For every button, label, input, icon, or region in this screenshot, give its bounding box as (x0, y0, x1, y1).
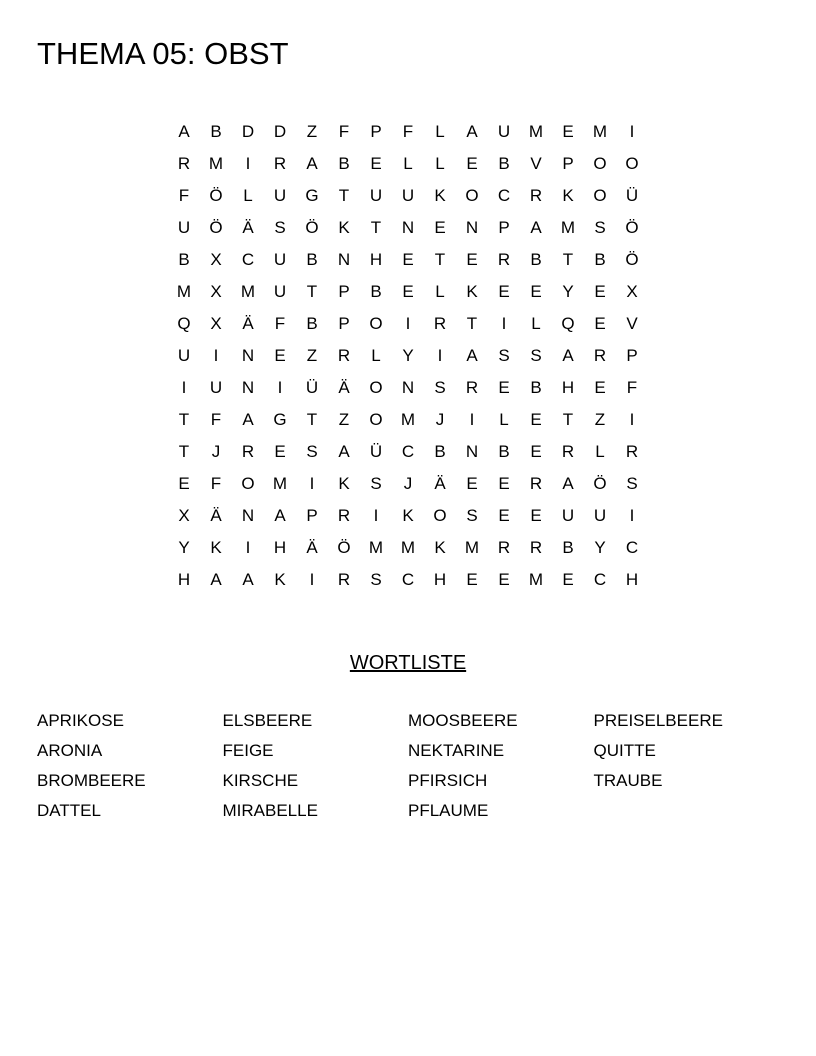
grid-letter: I (245, 154, 251, 173)
grid-letter: H (625, 570, 639, 589)
grid-letter: I (629, 506, 635, 525)
grid-letter: H (273, 538, 287, 557)
grid-letter: L (435, 282, 445, 301)
grid-letter: U (497, 122, 511, 141)
grid-letter: F (210, 410, 222, 429)
grid-letter: Y (562, 282, 574, 301)
grid-letter: Ö (209, 186, 223, 205)
grid-letter: R (529, 474, 543, 493)
grid-letter: K (466, 282, 478, 301)
grid-letter: Ä (242, 314, 254, 333)
wordlist-item: PFIRSICH (408, 771, 488, 790)
grid-row (168, 148, 648, 180)
grid-letter: P (498, 218, 510, 237)
grid-letter: Q (177, 314, 191, 333)
grid-letter: E (530, 282, 542, 301)
grid-row (168, 116, 648, 148)
grid-letter: D (241, 122, 255, 141)
grid-letter: I (309, 474, 315, 493)
grid-letter: I (469, 410, 475, 429)
grid-letter: S (306, 442, 318, 461)
grid-letter: R (337, 570, 351, 589)
grid-letter: U (177, 218, 191, 237)
grid-letter: N (241, 378, 255, 397)
wordlist-item: QUITTE (593, 741, 656, 760)
grid-letter: B (498, 154, 510, 173)
grid-letter: L (531, 314, 541, 333)
grid-letter: U (273, 282, 287, 301)
grid-letter: E (402, 250, 414, 269)
grid-letter: U (177, 346, 191, 365)
grid-letter: S (498, 346, 510, 365)
grid-letter: B (306, 250, 318, 269)
grid-letter: T (306, 410, 318, 429)
grid-letter: Q (561, 314, 575, 333)
grid-row (168, 180, 648, 212)
grid-letter: S (274, 218, 286, 237)
wordlist-item: KIRSCHE (222, 771, 299, 790)
grid-letter: Ö (209, 218, 223, 237)
grid-letter: X (210, 250, 222, 269)
grid-letter: O (369, 410, 383, 429)
grid-letter: M (272, 474, 288, 493)
grid-letter: E (498, 378, 510, 397)
grid-letter: T (306, 282, 318, 301)
grid-letter: R (465, 378, 479, 397)
grid-letter: L (243, 186, 253, 205)
grid-letter: Z (338, 410, 350, 429)
grid-letter: Ö (337, 538, 351, 557)
grid-letter: Z (306, 346, 318, 365)
grid-letter: I (181, 378, 187, 397)
grid-letter: P (338, 282, 350, 301)
grid-letter: I (245, 538, 251, 557)
grid-letter: R (497, 250, 511, 269)
grid-letter: I (405, 314, 411, 333)
grid-letter: I (277, 378, 283, 397)
grid-letter: M (400, 538, 416, 557)
wordlist-item: NEKTARINE (408, 741, 505, 760)
grid-letter: Ö (625, 218, 639, 237)
grid-letter: L (499, 410, 509, 429)
grid-letter: B (306, 314, 318, 333)
grid-letter: Ü (625, 186, 639, 205)
grid-letter: C (241, 250, 255, 269)
grid-letter: R (625, 442, 639, 461)
grid-letter: E (530, 442, 542, 461)
grid-row (168, 308, 648, 340)
grid-row (168, 340, 648, 372)
grid-letter: B (210, 122, 222, 141)
grid-letter: A (306, 154, 318, 173)
grid-letter: M (400, 410, 416, 429)
wordlist-item: DATTEL (37, 801, 101, 820)
grid-letter: R (497, 538, 511, 557)
grid-letter: S (530, 346, 542, 365)
grid-letter: T (466, 314, 478, 333)
grid-letter: A (242, 570, 254, 589)
grid-letter: N (401, 378, 415, 397)
grid-letter: Ä (242, 218, 254, 237)
grid-letter: S (370, 570, 382, 589)
grid-letter: U (273, 186, 287, 205)
wordlist-item: TRAUBE (593, 771, 663, 790)
grid-letter: M (592, 122, 608, 141)
grid-letter: O (625, 154, 639, 173)
grid-letter: S (434, 378, 446, 397)
grid-letter: Y (178, 538, 190, 557)
grid-letter: C (593, 570, 607, 589)
grid-letter: B (530, 378, 542, 397)
grid-letter: E (594, 282, 606, 301)
grid-letter: B (178, 250, 190, 269)
grid-letter: X (178, 506, 190, 525)
grid-letter: X (626, 282, 638, 301)
grid-letter: M (368, 538, 384, 557)
grid-row (168, 436, 648, 468)
grid-letter: P (306, 506, 318, 525)
grid-letter: F (178, 186, 190, 205)
grid-letter: M (528, 570, 544, 589)
grid-letter: E (562, 570, 574, 589)
grid-letter: E (466, 154, 478, 173)
grid-letter: U (401, 186, 415, 205)
grid-letter: N (465, 218, 479, 237)
grid-letter: C (625, 538, 639, 557)
grid-letter: Ö (625, 250, 639, 269)
grid-letter: E (498, 474, 510, 493)
grid-letter: M (560, 218, 576, 237)
grid-letter: E (466, 474, 478, 493)
grid-letter: H (369, 250, 383, 269)
word-search-grid (168, 116, 648, 596)
grid-letter: V (626, 314, 638, 333)
grid-letter: R (593, 346, 607, 365)
wordlist-item: BROMBEERE (37, 771, 146, 790)
grid-letter: U (561, 506, 575, 525)
grid-letter: Ü (369, 442, 383, 461)
grid-letter: B (562, 538, 574, 557)
grid-letter: A (338, 442, 350, 461)
grid-row (168, 500, 648, 532)
grid-letter: A (466, 122, 478, 141)
grid-letter: T (562, 250, 574, 269)
grid-letter: U (273, 250, 287, 269)
grid-letter: G (305, 186, 319, 205)
grid-letter: X (210, 314, 222, 333)
grid-letter: B (370, 282, 382, 301)
grid-letter: P (562, 154, 574, 173)
grid-letter: R (241, 442, 255, 461)
grid-letter: N (241, 506, 255, 525)
grid-letter: S (626, 474, 638, 493)
grid-letter: V (530, 154, 542, 173)
grid-letter: E (530, 506, 542, 525)
grid-letter: M (208, 154, 224, 173)
grid-letter: B (498, 442, 510, 461)
grid-letter: Z (306, 122, 318, 141)
grid-letter: E (498, 570, 510, 589)
wordlist-item: MOOSBEERE (408, 711, 518, 730)
wordlist-item: APRIKOSE (37, 711, 124, 730)
grid-letter: I (629, 410, 635, 429)
grid-letter: O (593, 154, 607, 173)
grid-row (168, 532, 648, 564)
grid-letter: N (465, 442, 479, 461)
grid-letter: J (435, 410, 445, 429)
grid-letter: E (178, 474, 190, 493)
grid-letter: T (178, 410, 190, 429)
grid-letter: O (369, 378, 383, 397)
grid-letter: E (466, 570, 478, 589)
grid-letter: B (338, 154, 350, 173)
grid-letter: M (464, 538, 480, 557)
grid-letter: T (434, 250, 446, 269)
grid-letter: M (240, 282, 256, 301)
grid-letter: Ä (434, 474, 446, 493)
grid-letter: K (434, 538, 446, 557)
grid-letter: T (338, 186, 350, 205)
grid-letter: U (369, 186, 383, 205)
grid-letter: L (403, 154, 413, 173)
grid-letter: G (273, 410, 287, 429)
wordlist (37, 706, 779, 826)
grid-letter: U (593, 506, 607, 525)
grid-letter: P (626, 346, 638, 365)
grid-letter: A (242, 410, 254, 429)
grid-letter: S (466, 506, 478, 525)
grid-row (168, 564, 648, 596)
grid-letter: T (178, 442, 190, 461)
grid-letter: F (338, 122, 350, 141)
grid-letter: R (337, 506, 351, 525)
grid-letter: E (594, 314, 606, 333)
grid-letter: K (338, 474, 350, 493)
grid-letter: R (433, 314, 447, 333)
grid-letter: D (273, 122, 287, 141)
grid-letter: F (274, 314, 286, 333)
grid-row (168, 244, 648, 276)
grid-letter: Ä (306, 538, 318, 557)
grid-letter: E (498, 506, 510, 525)
grid-letter: O (593, 186, 607, 205)
wordlist-item: ELSBEERE (222, 711, 313, 730)
grid-letter: R (177, 154, 191, 173)
grid-letter: N (337, 250, 351, 269)
grid-letter: N (241, 346, 255, 365)
grid-letter: O (241, 474, 255, 493)
grid-letter: P (370, 122, 382, 141)
grid-letter: L (595, 442, 605, 461)
grid-letter: H (561, 378, 575, 397)
grid-letter: E (466, 250, 478, 269)
grid-letter: K (562, 186, 574, 205)
grid-letter: I (309, 570, 315, 589)
grid-letter: A (210, 570, 222, 589)
grid-letter: I (629, 122, 635, 141)
grid-letter: Ä (338, 378, 350, 397)
grid-letter: R (561, 442, 575, 461)
grid-letter: A (530, 218, 542, 237)
grid-letter: O (465, 186, 479, 205)
grid-letter: L (435, 154, 445, 173)
grid-row (168, 468, 648, 500)
grid-letter: A (562, 346, 574, 365)
wordlist-item: PREISELBEERE (593, 711, 723, 730)
grid-row (168, 372, 648, 404)
grid-letter: A (562, 474, 574, 493)
grid-letter: E (274, 442, 286, 461)
grid-letter: T (562, 410, 574, 429)
grid-letter: C (401, 570, 415, 589)
grid-letter: M (176, 282, 192, 301)
grid-letter: S (594, 218, 606, 237)
grid-letter: H (177, 570, 191, 589)
grid-letter: R (529, 538, 543, 557)
wordlist-item: FEIGE (222, 741, 274, 760)
grid-letter: E (594, 378, 606, 397)
grid-letter: M (528, 122, 544, 141)
wordlist-item: PFLAUME (408, 801, 489, 820)
grid-letter: Ü (305, 378, 319, 397)
grid-letter: E (274, 346, 286, 365)
grid-letter: K (402, 506, 414, 525)
grid-letter: E (498, 282, 510, 301)
wordlist-item: MIRABELLE (222, 801, 318, 820)
grid-letter: F (626, 378, 638, 397)
grid-letter: U (209, 378, 223, 397)
grid-letter: F (402, 122, 414, 141)
grid-letter: J (403, 474, 413, 493)
grid-letter: Ö (593, 474, 607, 493)
grid-row (168, 276, 648, 308)
grid-letter: J (211, 442, 221, 461)
grid-letter: E (370, 154, 382, 173)
grid-letter: K (434, 186, 446, 205)
grid-letter: A (466, 346, 478, 365)
grid-letter: K (274, 570, 286, 589)
grid-letter: E (434, 218, 446, 237)
grid-letter: O (369, 314, 383, 333)
grid-letter: E (562, 122, 574, 141)
grid-letter: I (501, 314, 507, 333)
grid-letter: E (402, 282, 414, 301)
page-title: THEMA 05: OBST (37, 36, 289, 71)
grid-row (168, 404, 648, 436)
grid-letter: H (433, 570, 447, 589)
grid-letter: I (373, 506, 379, 525)
grid-letter: N (401, 218, 415, 237)
grid-row (168, 212, 648, 244)
grid-letter: R (337, 346, 351, 365)
grid-letter: S (370, 474, 382, 493)
grid-letter: K (210, 538, 222, 557)
grid-letter: Ä (210, 506, 222, 525)
grid-letter: F (210, 474, 222, 493)
grid-letter: I (213, 346, 219, 365)
grid-letter: Ö (305, 218, 319, 237)
grid-letter: C (401, 442, 415, 461)
grid-letter: R (529, 186, 543, 205)
grid-letter: B (434, 442, 446, 461)
grid-letter: L (435, 122, 445, 141)
grid-letter: K (338, 218, 350, 237)
grid-letter: C (497, 186, 511, 205)
wordlist-heading: WORTLISTE (349, 652, 467, 674)
grid-letter: B (530, 250, 542, 269)
grid-letter: L (371, 346, 381, 365)
wordlist-item: ARONIA (37, 741, 103, 760)
grid-letter: B (594, 250, 606, 269)
grid-letter: O (433, 506, 447, 525)
grid-letter: X (210, 282, 222, 301)
grid-letter: Y (402, 346, 414, 365)
grid-letter: R (273, 154, 287, 173)
grid-letter: E (530, 410, 542, 429)
grid-letter: A (178, 122, 190, 141)
grid-letter: P (338, 314, 350, 333)
grid-letter: Z (594, 410, 606, 429)
grid-letter: Y (594, 538, 606, 557)
grid-letter: A (274, 506, 286, 525)
grid-letter: I (437, 346, 443, 365)
grid-letter: T (370, 218, 382, 237)
